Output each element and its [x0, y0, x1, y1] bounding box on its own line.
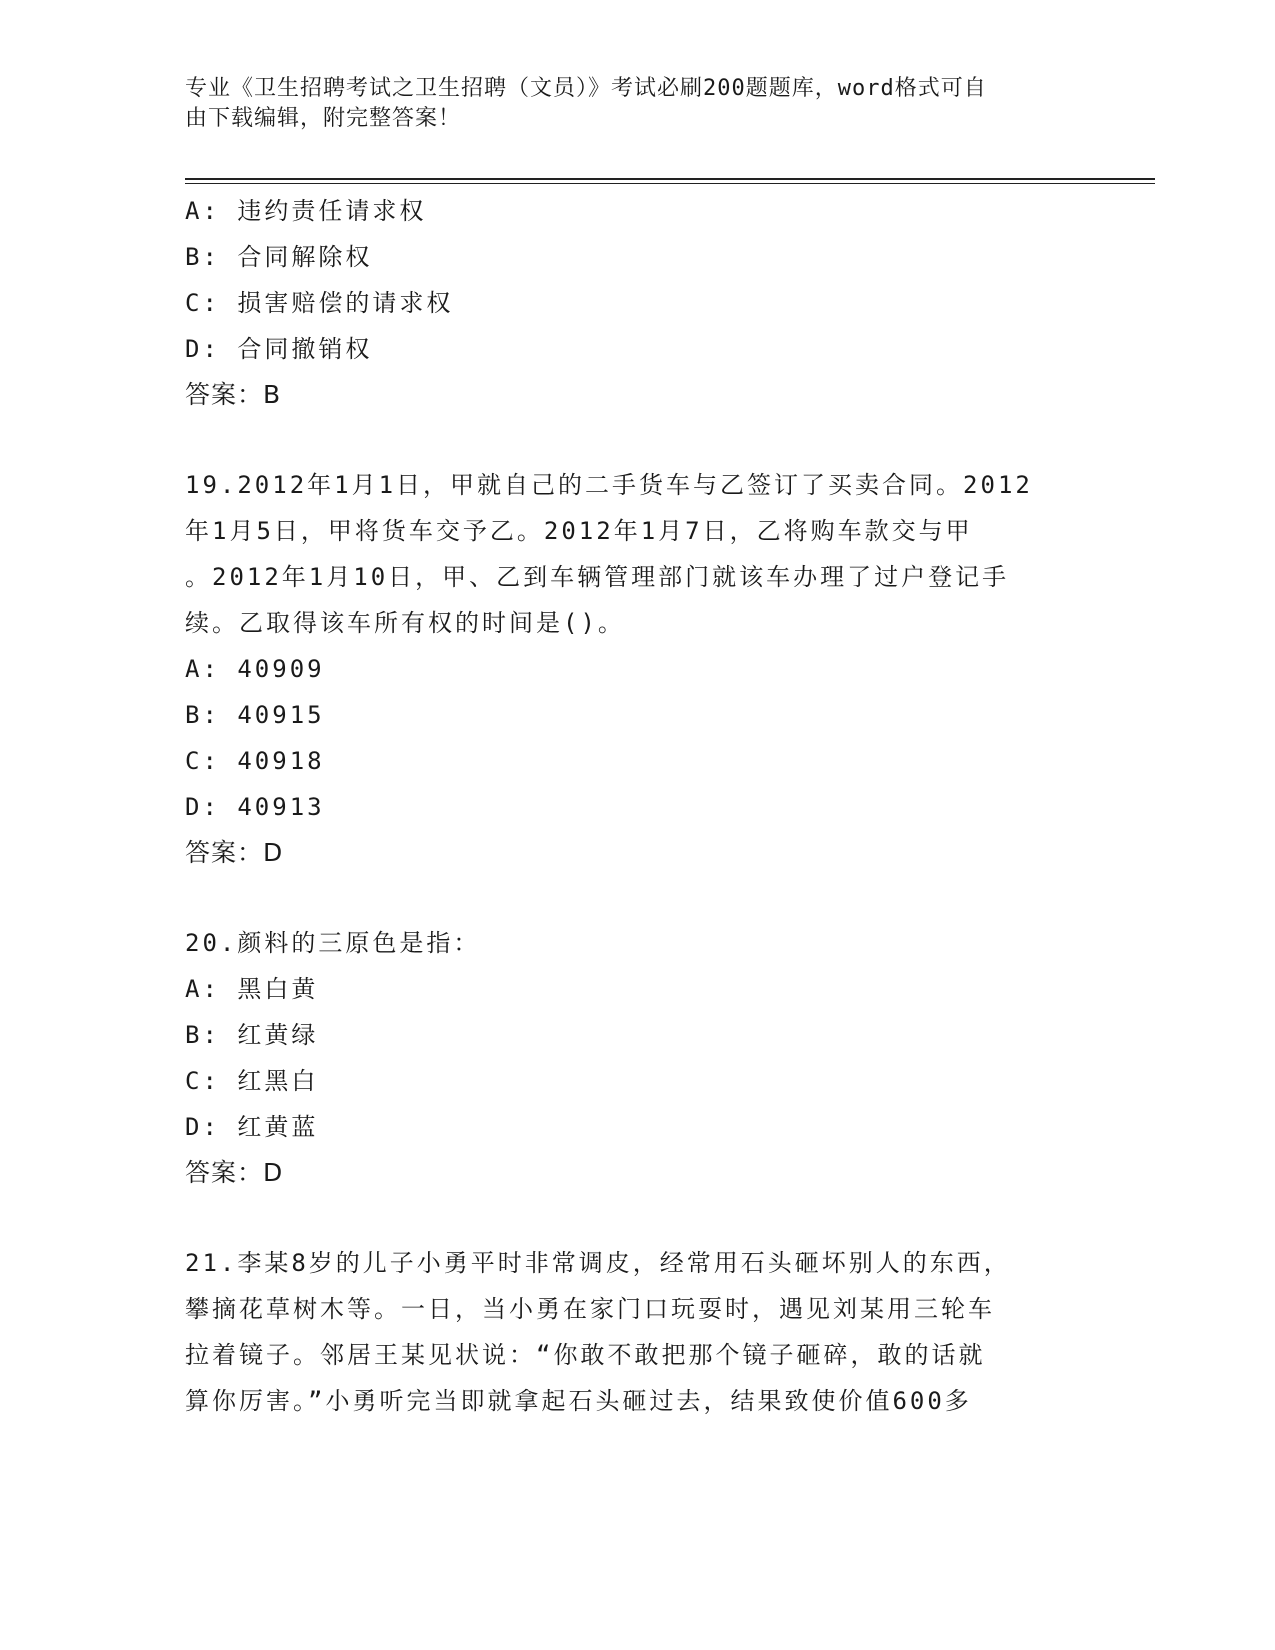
- header-divider-thick: [185, 178, 1155, 180]
- q19-stem-line-4: 续。乙取得该车所有权的时间是()。: [185, 609, 625, 637]
- header-divider-thin: [185, 183, 1155, 184]
- q20-option-c: C: 红黑白: [185, 1067, 319, 1095]
- q20-stem: [185, 920, 1065, 966]
- question-18: [185, 188, 1085, 418]
- q21-stem: [185, 1240, 1065, 1424]
- q21-stem-line-2: 攀摘花草树木等。一日，当小勇在家门口玩耍时，遇见刘某用三轮车: [185, 1295, 995, 1323]
- q21-stem-line-3: 拉着镜子。邻居王某见状说：“你敢不敢把那个镜子砸碎，敢的话就: [185, 1341, 986, 1369]
- question-19: [185, 462, 1085, 876]
- question-20: [185, 920, 1085, 1196]
- question-content: [185, 188, 1085, 1424]
- q19-stem-line-3: 。2012年1月10日，甲、乙到车辆管理部门就该车办理了过户登记手: [185, 563, 1010, 591]
- q20-option-d: D: 红黄蓝: [185, 1113, 319, 1141]
- header-line-2: 由下载编辑，附完整答案！: [185, 106, 462, 131]
- document-header: [185, 74, 1065, 134]
- q18-option-d: D: 合同撤销权: [185, 335, 373, 363]
- q18-option-c: C: 损害赔偿的请求权: [185, 289, 454, 317]
- q18-answer: 答案：B: [185, 380, 282, 409]
- q20-stem-line-1: 20.颜料的三原色是指：: [185, 929, 481, 957]
- spacer: [185, 876, 1085, 920]
- question-21: [185, 1240, 1085, 1424]
- q19-option-d: D: 40913: [185, 793, 325, 821]
- q18-option-b: B: 合同解除权: [185, 243, 373, 271]
- q18-option-a: A: 违约责任请求权: [185, 197, 427, 225]
- q20-option-b: B: 红黄绿: [185, 1021, 319, 1049]
- q19-stem: [185, 462, 1065, 646]
- header-line-1: 专业《卫生招聘考试之卫生招聘（文员）》考试必刷200题题库，word格式可自: [185, 76, 987, 101]
- spacer: [185, 1196, 1085, 1240]
- spacer: [185, 418, 1085, 462]
- q21-stem-line-1: 21.李某8岁的儿子小勇平时非常调皮，经常用石头砸坏别人的东西，: [185, 1249, 1011, 1277]
- q21-stem-line-4: 算你厉害。”小勇听完当即就拿起石头砸过去，结果致使价值600多: [185, 1387, 972, 1415]
- q19-stem-line-2: 年1月5日，甲将货车交予乙。2012年1月7日，乙将购车款交与甲: [185, 517, 973, 545]
- q19-answer: 答案：D: [185, 838, 284, 867]
- q20-answer: 答案：D: [185, 1158, 284, 1187]
- q19-stem-line-1: 19.2012年1月1日，甲就自己的二手货车与乙签订了买卖合同。2012: [185, 471, 1033, 499]
- q20-option-a: A: 黑白黄: [185, 975, 319, 1003]
- q19-option-b: B: 40915: [185, 701, 325, 729]
- q19-option-c: C: 40918: [185, 747, 325, 775]
- q19-option-a: A: 40909: [185, 655, 325, 683]
